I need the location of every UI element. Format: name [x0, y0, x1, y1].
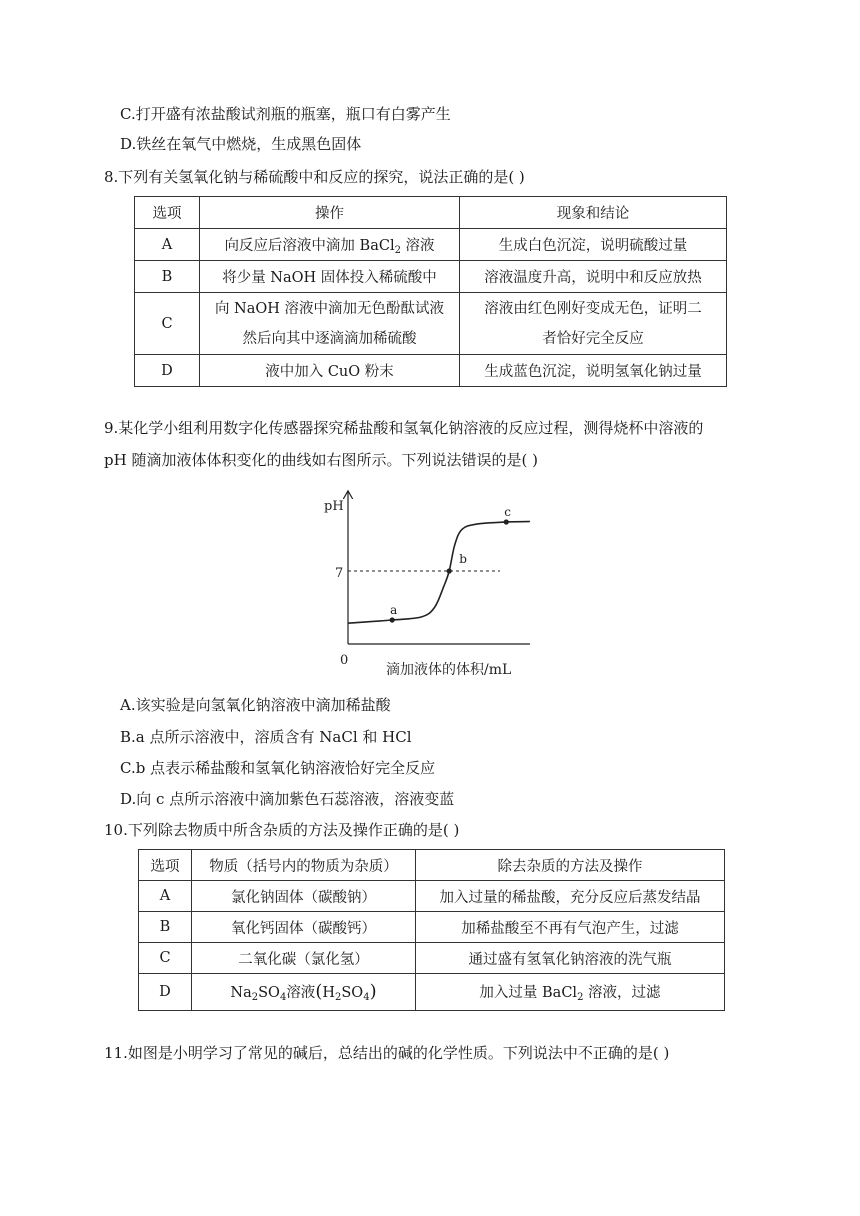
table-header: 现象和结论 — [460, 197, 727, 229]
q10-stem: 10.下列除去物质中所含杂质的方法及操作正确的是( ) — [104, 821, 460, 839]
option-cell: A — [139, 881, 192, 912]
q9-option-d: D.向 c 点所示溶液中滴加紫色石蕊溶液，溶液变蓝 — [120, 790, 455, 808]
option-cell: D — [135, 355, 200, 387]
table-header: 选项 — [135, 197, 200, 229]
x-axis-label: 滴加液体的体积/mL — [386, 662, 512, 678]
table-row — [135, 293, 727, 355]
q9-stem-line2: pH 随滴加液体体积变化的曲线如右图所示。下列说法错误的是( ) — [104, 451, 538, 469]
option-cell: C — [135, 293, 200, 355]
operation-cell: 向 NaOH 溶液中滴加无色酚酞试液 然后向其中逐滴滴加稀硫酸 — [200, 293, 460, 355]
result-cell: 溶液温度升高，说明中和反应放热 — [460, 261, 727, 293]
table-header-row — [139, 850, 725, 881]
q9-stem-line1: 9.某化学小组利用数字化传感器探究稀盐酸和氢氧化钠溶液的反应过程，测得烧杯中溶液的 — [104, 419, 704, 437]
result-cell: 溶液由红色刚好变成无色，证明二 者恰好完全反应 — [460, 293, 727, 355]
q10-table — [138, 849, 725, 1011]
substance-cell: $Na_2SO_4$溶液$(H_2SO_4)$ — [192, 974, 416, 1011]
result-cell: 生成蓝色沉淀，说明氢氧化钠过量 — [460, 355, 727, 387]
point-c — [504, 519, 509, 524]
q9-option-b: B.a 点所示溶液中，溶质含有 NaCl 和 HCl — [120, 728, 412, 746]
q9-option-a: A.该实验是向氢氧化钠溶液中滴加稀盐酸 — [120, 696, 391, 714]
operation-cell: 向反应后溶液中滴加 BaCl$_2$ 溶液 — [200, 229, 460, 261]
table-row — [139, 943, 725, 974]
substance-cell: 氧化钙固体（碳酸钙） — [192, 912, 416, 943]
option-cell: A — [135, 229, 200, 261]
method-cell: 通过盛有氢氧化钠溶液的洗气瓶 — [416, 943, 725, 974]
option-cell: D — [139, 974, 192, 1011]
y-axis-label: pH — [324, 499, 344, 514]
point-label-a: a — [390, 603, 398, 618]
table-row — [135, 229, 727, 261]
q11-stem: 11.如图是小明学习了常见的碱后，总结出的碱的化学性质。下列说法中不正确的是( ) — [104, 1044, 670, 1062]
point-label-b: b — [459, 552, 467, 566]
ph-titration-chart — [320, 486, 530, 680]
q7-option-d: D.铁丝在氧气中燃烧，生成黑色固体 — [120, 135, 362, 153]
option-cell: B — [135, 261, 200, 293]
table-header: 操作 — [200, 197, 460, 229]
method-cell: 加稀盐酸至不再有气泡产生，过滤 — [416, 912, 725, 943]
table-row — [135, 355, 727, 387]
method-cell: 加入过量的稀盐酸，充分反应后蒸发结晶 — [416, 881, 725, 912]
method-cell: 加入过量 BaCl$_2$ 溶液，过滤 — [416, 974, 725, 1011]
y-tick-label: 7 — [335, 566, 344, 581]
origin-label: 0 — [340, 653, 349, 668]
substance-cell: 二氧化碳（氯化氢） — [192, 943, 416, 974]
substance-cell: 氯化钠固体（碳酸钠） — [192, 881, 416, 912]
q8-stem: 8.下列有关氢氧化钠与稀硫酸中和反应的探究，说法正确的是( ) — [104, 168, 525, 186]
operation-cell: 将少量 NaOH 固体投入稀硫酸中 — [200, 261, 460, 293]
table-row — [139, 974, 725, 1011]
option-cell: B — [139, 912, 192, 943]
option-cell: C — [139, 943, 192, 974]
table-row — [139, 881, 725, 912]
result-cell: 生成白色沉淀，说明硫酸过量 — [460, 229, 727, 261]
q7-option-c: C.打开盛有浓盐酸试剂瓶的瓶塞，瓶口有白雾产生 — [120, 105, 451, 123]
point-b — [447, 568, 452, 573]
ph-curve — [348, 521, 530, 623]
table-header: 选项 — [139, 850, 192, 881]
table-row — [135, 261, 727, 293]
operation-cell: 液中加入 CuO 粉末 — [200, 355, 460, 387]
q8-table — [134, 196, 727, 387]
q9-option-c: C.b 点表示稀盐酸和氢氧化钠溶液恰好完全反应 — [120, 759, 436, 777]
table-header: 物质（括号内的物质为杂质） — [192, 850, 416, 881]
point-a — [390, 617, 395, 622]
table-header: 除去杂质的方法及操作 — [416, 850, 725, 881]
table-header-row — [135, 197, 727, 229]
point-label-c: c — [504, 504, 511, 519]
table-row — [139, 912, 725, 943]
